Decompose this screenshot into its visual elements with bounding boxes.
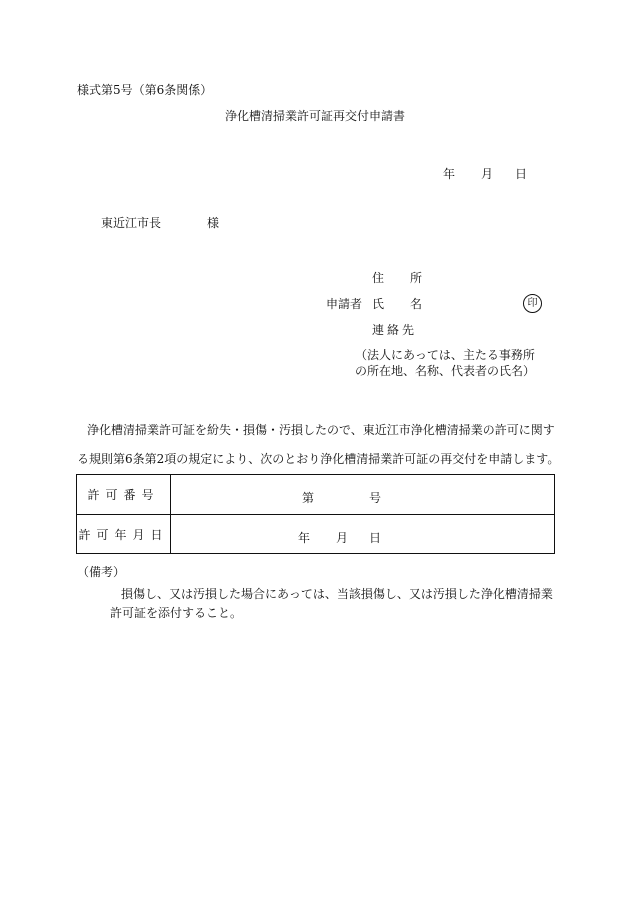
remarks-line1: 損傷し、又は汚損した場合にあっては、当該損傷し、又は汚損した浄化槽清掃業 [121, 587, 553, 601]
remarks-line2: 許可証を添付すること。 [110, 606, 243, 620]
permit-date-year: 年 [298, 531, 311, 545]
permit-number-row [77, 475, 554, 515]
name-label-part2: 名 [410, 297, 423, 311]
seal-mark: 印 [523, 294, 542, 313]
addressee-honorific: 様 [207, 216, 220, 230]
corporation-note-line2: の所在地、名称、代表者の氏名） [355, 364, 536, 378]
permit-date-row [77, 515, 554, 554]
document-title: 浄化槽清掃業許可証再交付申請書 [224, 109, 405, 123]
date-day-label: 日 [515, 167, 528, 181]
permit-number-prefix: 第 [302, 491, 315, 505]
body-text-line2: る規則第6条第2項の規定により、次のとおり浄化槽清掃業許可証の再交付を申請します。 [77, 452, 560, 466]
corporation-note-line1: （法人にあっては、主たる事務所 [355, 348, 535, 362]
remarks-label: （備考） [77, 565, 126, 579]
permit-date-label: 許可年月日 [78, 528, 169, 542]
date-year-label: 年 [443, 167, 456, 181]
body-text-line1: 浄化槽清掃業許可証を紛失・損傷・汚損したので、東近江市浄化槽清掃業の許可に関す [87, 423, 555, 437]
permit-number-label: 許可番号 [87, 488, 160, 502]
permit-number-suffix: 号 [369, 491, 382, 505]
applicant-label: 申請者 [326, 297, 363, 311]
form-number: 様式第5号（第6条関係） [77, 83, 213, 97]
date-month-label: 月 [481, 167, 494, 181]
contact-label: 連絡先 [372, 323, 418, 337]
permit-info-table [76, 474, 555, 554]
permit-date-day: 日 [369, 531, 382, 545]
address-label-part2: 所 [410, 271, 423, 285]
address-label-part1: 住 [372, 271, 385, 285]
name-label-part1: 氏 [372, 297, 385, 311]
permit-date-month: 月 [336, 531, 349, 545]
addressee-name: 東近江市長 [101, 216, 162, 230]
